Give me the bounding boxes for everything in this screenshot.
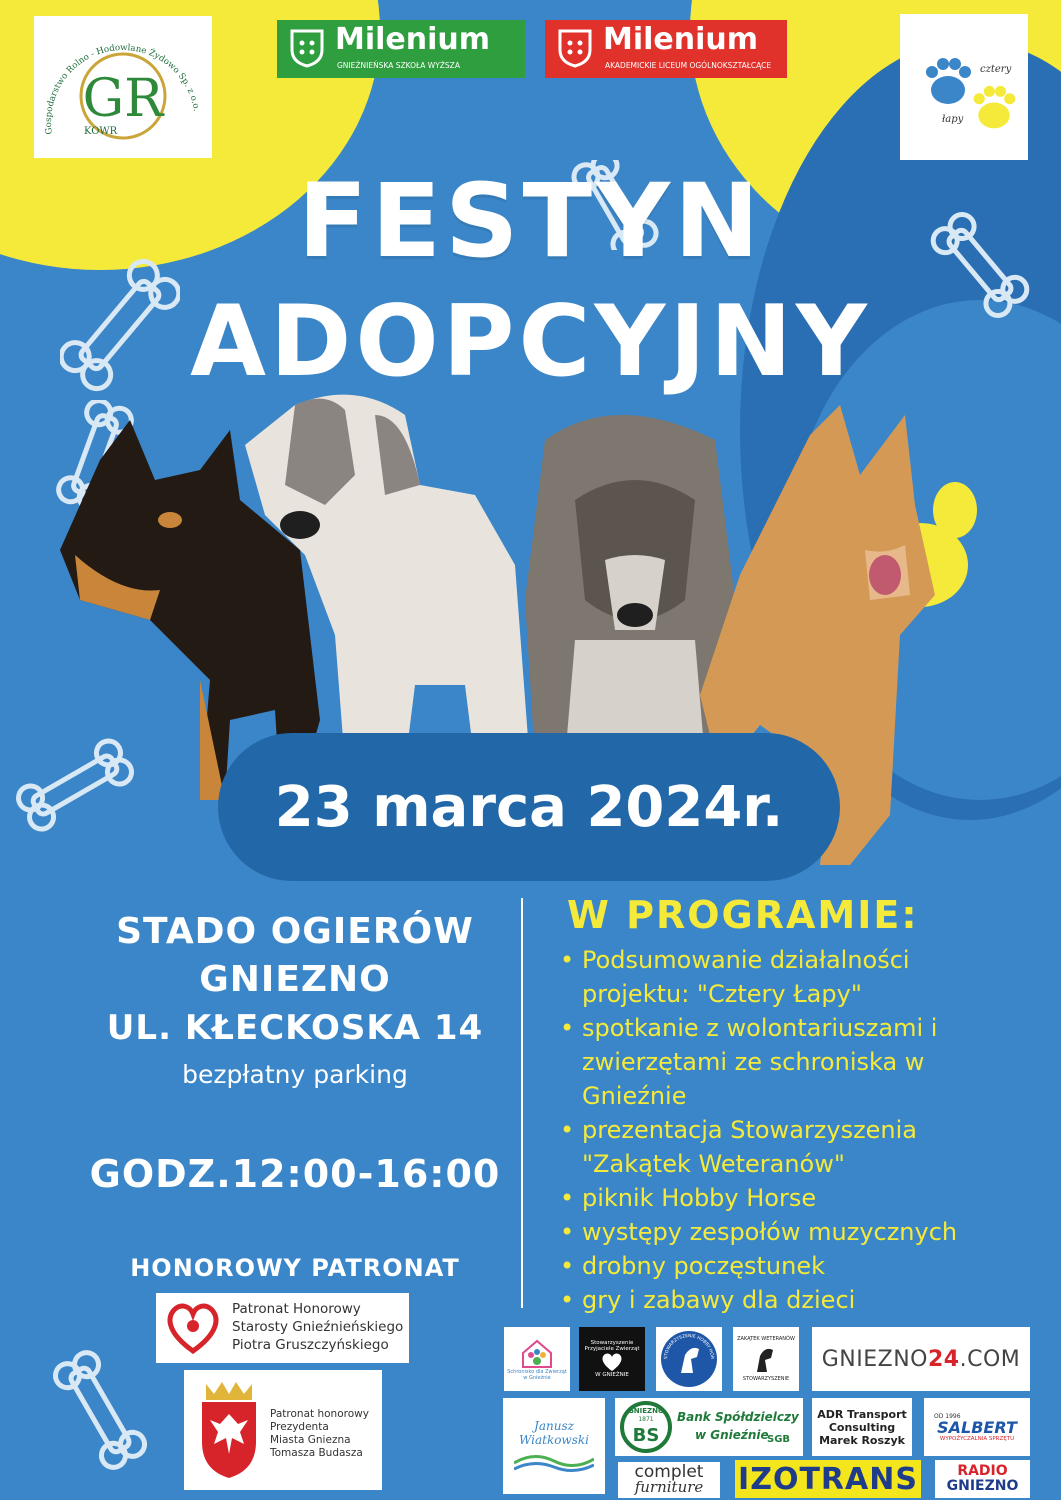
gniezno-coat-of-arms-icon [196,1380,262,1480]
kowr-arc-text: Gospodarstwo Rolno - Hodowlane Żydowo Sp. z o.o. [43,43,202,135]
milenium-liceum-logo [545,20,787,78]
patronat-prezydent-line-3: Miasta Gniezna [270,1434,351,1446]
gniezno24-logo [812,1327,1030,1391]
waves-icon [514,1447,594,1473]
patronat-starosta-line-2: Starosty Gnieźnieńskiego [232,1319,404,1335]
horse-head-icon [659,1329,719,1389]
program-list [560,943,1000,1317]
title-line-1: FESTYN [297,162,764,281]
zakatek-line-1: ZAKĄTEK WETERANÓW [737,1336,795,1342]
patronat-starosta-line-3: Piotra Gruszczyńskiego [232,1337,389,1353]
heart-paw-icon [600,1352,624,1372]
radio-line-1: RADIO [957,1463,1008,1479]
janusz-logo [503,1398,605,1494]
salbert-name: SALBERT [937,1417,1017,1437]
hobby-horse-logo [656,1327,722,1391]
bone-icon [40,1350,160,1470]
adr-line-3: Marek Roszyk [819,1433,905,1447]
adr-line-1: ADR Transport [817,1407,907,1421]
bs-line-1: Bank Spółdzielczy [677,1410,799,1424]
zakatek-weteranow-logo [733,1327,799,1391]
janusz-line-2: Wiatkowski [519,1433,589,1447]
program-item: • Podsumowanie działalności projektu: "Cztery Łapy" [560,943,982,1011]
janusz-line-1: Janusz [534,1419,574,1433]
paw-icon [922,56,974,108]
parking-note: bezpłatny parking [182,1060,408,1089]
patronat-prezydent-line-1: Patronat honorowy [270,1408,369,1420]
przyjaciele-line-2: W GNIEŹNIE [595,1372,629,1378]
program-item: • drobny poczęstunek [560,1249,1000,1283]
hobby-horse-text: STOWARZYSZENIE HOBBY HOR [663,1333,715,1360]
program-item: • spotkanie z wolontariuszami i zwierzętami ze schroniska w Gnieźnie [560,1011,962,1113]
salbert-logo [924,1398,1030,1456]
complet-furniture-logo [618,1462,720,1498]
zakatek-line-2: STOWARZYSZENIE [742,1376,790,1382]
bs-badge-icon [619,1401,673,1453]
milenium-shield-icon [557,28,593,68]
radio-gniezno-logo [935,1460,1030,1498]
program-item: • występy zespołów muzycznych [560,1215,1000,1249]
schronisko-logo [504,1327,570,1391]
complet-line-1: complet [634,1462,704,1482]
gniezno24-part-c: .COM [959,1346,1021,1372]
patronat-heading: HONOROWY PATRONAT [130,1254,460,1282]
venue-line-1: STADO OGIERÓW [116,911,474,952]
patronat-prezydent-line-4: Tomasza Budasza [270,1447,363,1459]
adr-transport-logo [812,1398,912,1456]
bank-spoldzielczy-logo [615,1398,803,1456]
bs-mark: BS [632,1425,660,1446]
radio-line-2: GNIEZNO [946,1478,1019,1494]
przyjaciele-logo [579,1327,645,1391]
schronisko-label: Schronisko dla Zwierząt w Gnieźnie [507,1369,567,1381]
complet-line-2: furniture [634,1478,704,1496]
patronat-starosta-line-1: Patronat Honorowy [232,1301,361,1317]
milenium-school-subtitle: GNIEŹNIEŃSKA SZKOŁA WYŻSZA [337,61,460,70]
izotrans-logo [735,1460,921,1498]
cztery-lapy-logo [900,14,1028,160]
sgb-badge: SGB [767,1434,791,1445]
venue-address: UL. KŁECKOSKA 14 [106,1008,484,1048]
cztery-lapy-word1: cztery [980,64,1012,75]
bs-year: 1871 [638,1416,654,1423]
paw-icon [970,84,1018,132]
milenium-school-name: Milenium [335,22,491,57]
milenium-shield-icon [289,28,325,68]
kowr-label: KOWR [84,126,118,137]
program-heading: W PROGRAMIE: [567,893,919,937]
kowr-logo-mark [34,16,212,158]
column-divider [521,898,523,1308]
patronat-prezydent-card [184,1370,382,1490]
przyjaciele-line-1: Stowarzyszenie Przyjaciele Zwierząt [584,1340,640,1352]
house-paw-icon [519,1337,555,1369]
title-line-2: ADOPCYJNY [190,285,871,399]
program-item: • piknik Hobby Horse [560,1181,1000,1215]
adr-line-2: Consulting [828,1420,896,1434]
patronat-prezydent-line-2: Prezydenta [270,1421,329,1433]
patronat-starosta-card [156,1293,409,1363]
venue-line-2: GNIEZNO [199,959,391,1000]
bs-top-text: GNIEZNO [628,1407,664,1415]
izotrans-text: IZOTRANS [738,1461,918,1497]
bs-line-2: w Gnieźnie [695,1428,769,1442]
heart-emblem-icon [164,1299,222,1357]
date-banner [218,733,840,881]
program-item: • prezentacja Stowarzyszenia "Zakątek Weteranów" [560,1113,982,1181]
gniezno24-part-b: 24 [927,1346,960,1372]
kowr-monogram: GR [82,69,164,129]
program-item: • gry i zabawy dla dzieci [560,1283,1000,1317]
milenium-liceum-subtitle: AKADEMICKIE LICEUM OGÓLNOKSZTAŁCĄCE [605,61,772,70]
milenium-liceum-name: Milenium [603,22,759,57]
event-hours: GODZ.12:00-16:00 [89,1152,501,1196]
event-date: 23 marca 2024r. [274,774,784,840]
salbert-sub: WYPOŻYCZALNIA SPRZĘTU [939,1435,1015,1442]
cztery-lapy-word2: łapy [942,114,964,125]
salbert-since: OD 1996 [934,1412,961,1420]
horse-icon [749,1342,783,1376]
gniezno24-part-a: GNIEZNO [821,1346,928,1372]
kowr-logo [34,16,212,158]
dog-white-grey-photo [245,385,535,765]
milenium-school-logo [277,20,525,78]
